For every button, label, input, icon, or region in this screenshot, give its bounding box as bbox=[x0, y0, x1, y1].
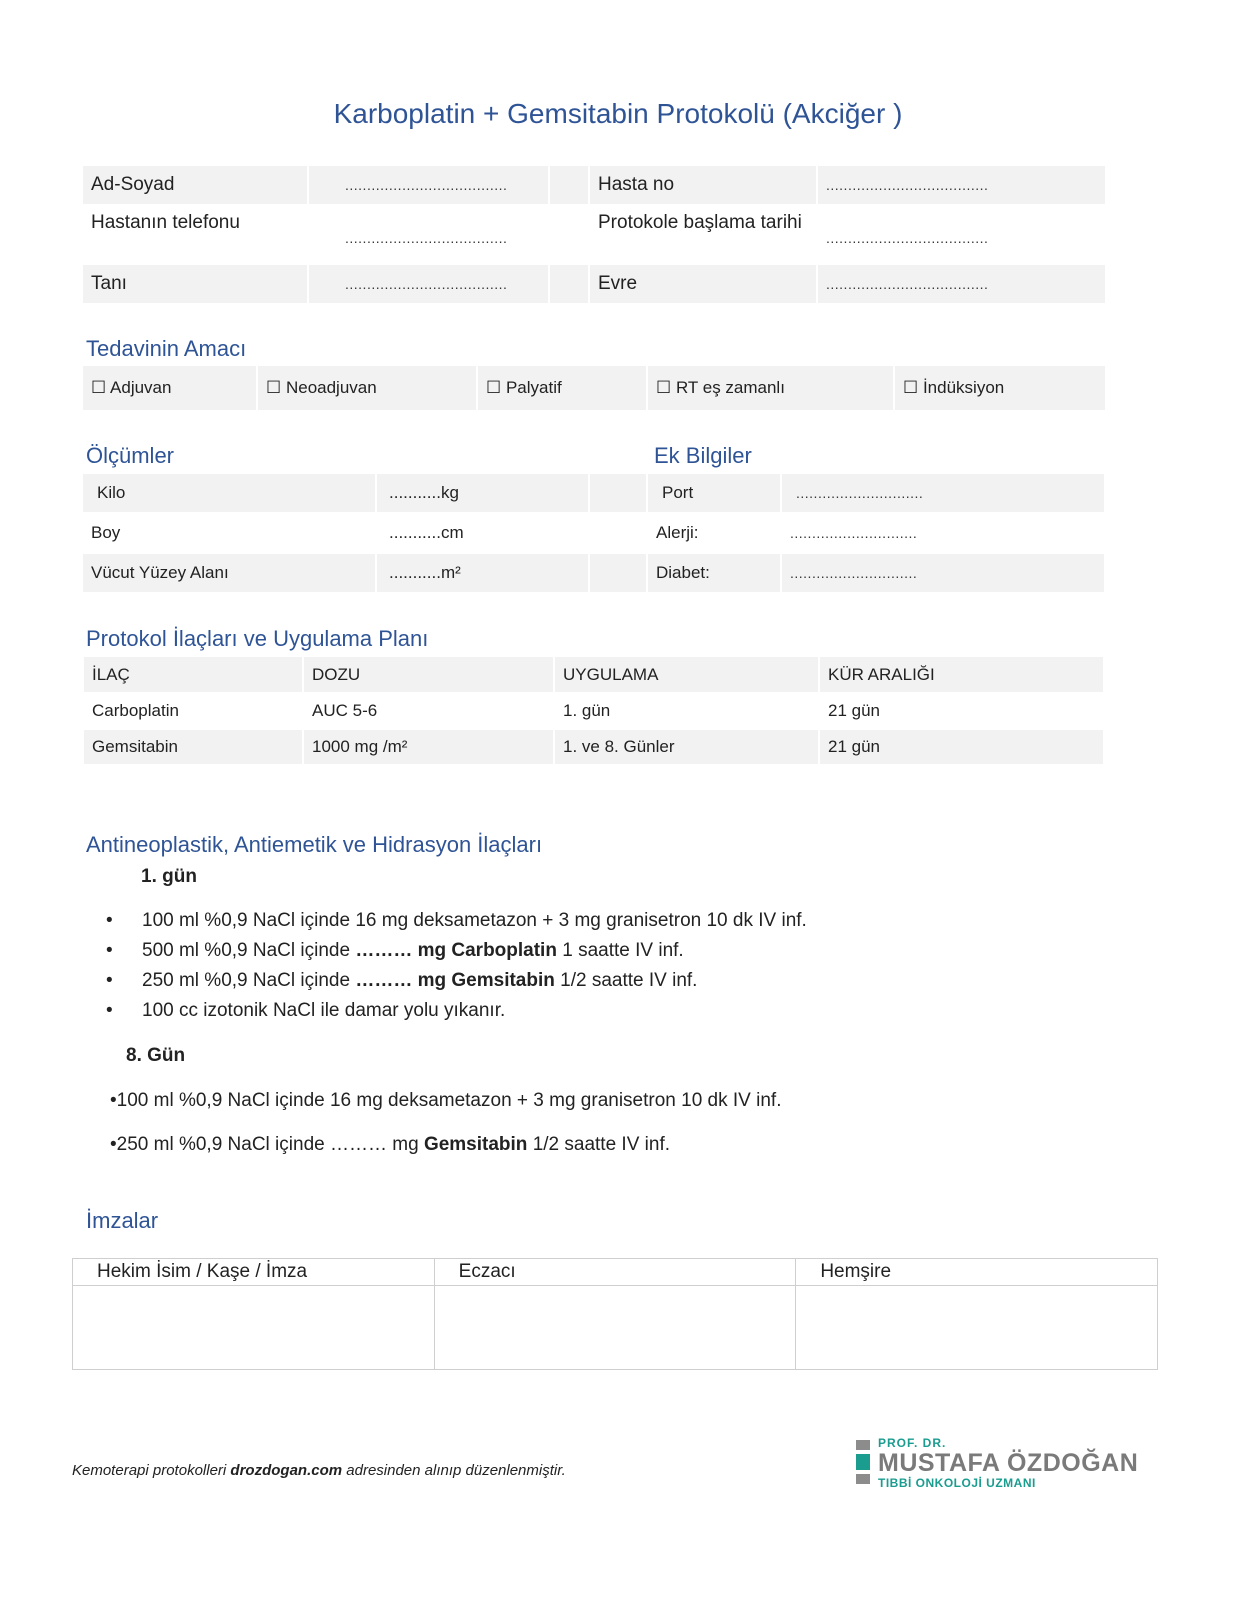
day1-item: • 100 ml %0,9 NaCl içinde 16 mg deksametazon + 3 mg granisetron 10 dk IV inf. bbox=[106, 910, 807, 931]
plan-cell: AUC 5-6 bbox=[312, 701, 378, 720]
plan-cell: 1000 mg /m² bbox=[304, 730, 553, 764]
patient-no-label: Hasta no bbox=[590, 166, 816, 204]
diabetes-label: Diabet: bbox=[648, 554, 780, 592]
start-date-field[interactable]: ..................................... bbox=[826, 230, 989, 246]
logo bbox=[878, 1436, 1138, 1490]
plan-cell: 1. gün bbox=[563, 701, 611, 720]
port-field[interactable]: ............................. bbox=[782, 474, 1104, 512]
signature-box-physician[interactable] bbox=[73, 1286, 435, 1370]
diabetes-field[interactable]: ............................. bbox=[782, 554, 1104, 592]
day1-label: 1. gün bbox=[141, 866, 197, 887]
bullet-icon: • bbox=[106, 1000, 113, 1021]
page-title: Karboplatin + Gemsitabin Protokolü (Akciğer ) bbox=[333, 98, 903, 129]
extra-info-heading: Ek Bilgiler bbox=[654, 443, 752, 468]
spacer-cell bbox=[550, 166, 588, 204]
signature-box-pharmacist[interactable] bbox=[434, 1286, 796, 1370]
bsa-field[interactable]: ...........m² bbox=[377, 554, 588, 592]
signature-header-pharmacist: Eczacı bbox=[434, 1259, 796, 1286]
signatures-heading: İmzalar bbox=[86, 1208, 159, 1233]
logo-line1: PROF. DR. bbox=[878, 1436, 947, 1450]
day1-item: • 100 cc izotonik NaCl ile damar yolu yıkanır. bbox=[106, 1000, 506, 1021]
day8-item: •250 ml %0,9 NaCl içinde ……… mg Gemsitabin 1/2 saatte IV inf. bbox=[110, 1134, 671, 1155]
plan-header-drug: İLAÇ bbox=[84, 657, 302, 692]
name-field[interactable]: ..................................... bbox=[309, 166, 548, 204]
port-label: Port bbox=[648, 474, 780, 512]
day1-item: • 500 ml %0,9 NaCl içinde ……… mg Carboplatin 1 saatte IV inf. bbox=[106, 940, 684, 961]
plan-cell: Gemsitabin bbox=[84, 730, 302, 764]
diagnosis-field[interactable]: ..................................... bbox=[309, 265, 548, 303]
name-label: Ad-Soyad bbox=[83, 166, 307, 204]
footer-note: Kemoterapi protokolleri drozdogan.com adresinden alınıp düzenlenmiştir. bbox=[72, 1462, 566, 1479]
plan-cell: Carboplatin bbox=[92, 701, 179, 720]
spacer-cell bbox=[590, 474, 646, 512]
treatment-goal-heading: Tedavinin Amacı bbox=[86, 336, 247, 361]
spacer-cell bbox=[590, 554, 646, 592]
goal-option-neoadjuvan[interactable]: ☐ Neoadjuvan bbox=[258, 366, 476, 410]
bsa-label: Vücut Yüzey Alanı bbox=[83, 554, 375, 592]
stage-field[interactable]: ..................................... bbox=[818, 265, 1105, 303]
footer-link[interactable]: drozdogan.com bbox=[230, 1462, 343, 1479]
allergy-label: Alerji: bbox=[656, 523, 699, 542]
day8-label: 8. Gün bbox=[126, 1045, 186, 1066]
protocol-plan-heading: Protokol İlaçları ve Uygulama Planı bbox=[86, 626, 429, 651]
plan-cell: 21 gün bbox=[820, 730, 1103, 764]
start-date-label: Protokole başlama tarihi bbox=[598, 212, 802, 233]
logo-line3: TIBBİ ONKOLOJİ UZMANI bbox=[878, 1476, 1036, 1490]
goal-option-induksiyon[interactable]: ☐ İndüksiyon bbox=[895, 366, 1105, 410]
patient-no-field[interactable]: ..................................... bbox=[818, 166, 1105, 204]
weight-label: Kilo bbox=[83, 474, 375, 512]
bullet-icon: • bbox=[106, 910, 113, 931]
plan-header-dose: DOZU bbox=[304, 657, 553, 692]
plan-cell: 21 gün bbox=[828, 701, 880, 720]
signature-box-nurse[interactable] bbox=[796, 1286, 1158, 1370]
plan-header-interval: KÜR ARALIĞI bbox=[820, 657, 1103, 692]
goal-option-rt[interactable]: ☐ RT eş zamanlı bbox=[648, 366, 893, 410]
stage-label: Evre bbox=[590, 265, 816, 303]
plan-header-administration: UYGULAMA bbox=[555, 657, 818, 692]
bullet-icon: • bbox=[106, 970, 113, 991]
bullet-icon: • bbox=[106, 940, 113, 961]
spacer-cell bbox=[550, 265, 588, 303]
signatures-table bbox=[72, 1258, 1158, 1370]
plan-cell: 1. ve 8. Günler bbox=[555, 730, 818, 764]
signature-header-nurse: Hemşire bbox=[796, 1259, 1158, 1286]
height-label: Boy bbox=[91, 523, 121, 542]
height-field[interactable]: ...........cm bbox=[389, 523, 464, 542]
weight-field[interactable]: ...........kg bbox=[377, 474, 588, 512]
phone-label: Hastanın telefonu bbox=[91, 212, 240, 233]
signature-header-physician: Hekim İsim / Kaşe / İmza bbox=[73, 1259, 435, 1286]
measurements-heading: Ölçümler bbox=[86, 443, 175, 468]
logo-line2: MUSTAFA ÖZDOĞAN bbox=[878, 1449, 1139, 1477]
diagnosis-label: Tanı bbox=[83, 265, 307, 303]
drugs-heading: Antineoplastik, Antiemetik ve Hidrasyon İlaçları bbox=[86, 832, 543, 857]
goal-option-palyatif[interactable]: ☐ Palyatif bbox=[478, 366, 646, 410]
goal-option-adjuvan[interactable]: ☐ Adjuvan bbox=[83, 366, 256, 410]
allergy-field[interactable]: ............................. bbox=[790, 525, 918, 541]
day1-item: • 250 ml %0,9 NaCl içinde ……… mg Gemsitabin 1/2 saatte IV inf. bbox=[106, 970, 698, 991]
logo-icon bbox=[856, 1440, 870, 1484]
day8-item: •100 ml %0,9 NaCl içinde 16 mg deksametazon + 3 mg granisetron 10 dk IV inf. bbox=[110, 1090, 782, 1111]
phone-field[interactable]: ..................................... bbox=[345, 230, 508, 246]
